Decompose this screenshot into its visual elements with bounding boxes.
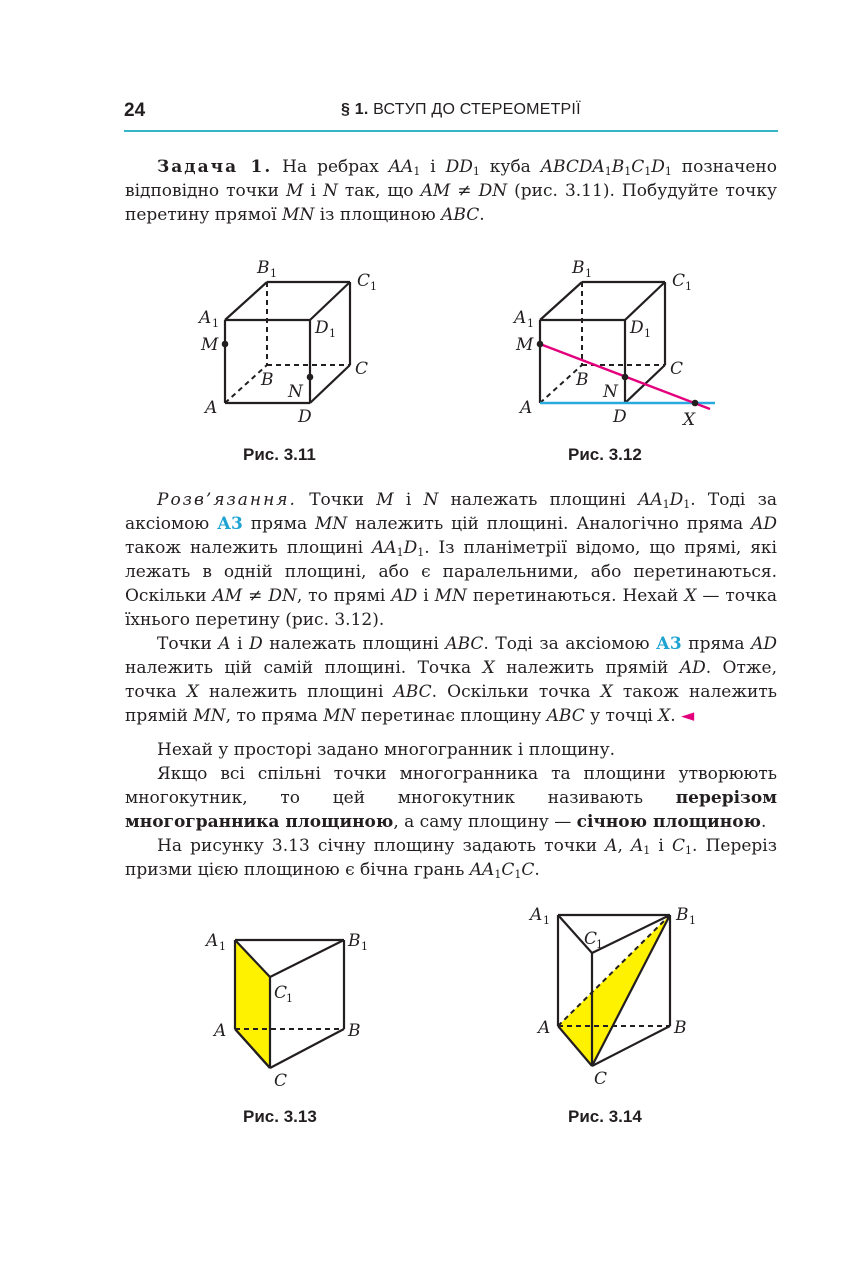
svg-text:M: M [516, 335, 534, 355]
svg-text:C: C [357, 271, 371, 291]
section-title: ВСТУП ДО СТЕРЕОМЕТРІЇ [373, 101, 581, 118]
svg-text:B: B [572, 258, 585, 278]
running-title [341, 101, 581, 119]
svg-text:1: 1 [370, 280, 377, 293]
svg-text:A: A [520, 398, 533, 418]
svg-text:A: A [205, 398, 218, 418]
problem-statement: Задача 1. На ребрах $AA_1$ і $DD_1$ куба $ABCDA_1B_1C_1D_1$ позначено відповідно точки M і N так, що AM ≠ DN (рис. 3.11). Побудуйте точку перетину прямої MN із площиною ABC. [125, 157, 778, 225]
term-cutting-plane: січною площиною [576, 812, 761, 832]
page-number: 24 [124, 100, 146, 121]
svg-text:X: X [683, 410, 696, 430]
svg-text:A: A [206, 931, 219, 951]
svg-text:A: A [214, 1021, 227, 1041]
figure-3-14-caption: Рис. 3.14 [568, 1107, 642, 1126]
svg-text:D: D [613, 407, 627, 427]
svg-text:M: M [201, 335, 219, 355]
svg-text:D: D [298, 407, 312, 427]
svg-text:C: C [672, 271, 686, 291]
svg-text:A: A [199, 308, 212, 328]
svg-text:C: C [355, 359, 369, 379]
section-mark: § 1. [341, 101, 369, 118]
definition-text: Нехай у просторі задано многогранник і площину. Якщо всі спільні точки многогранника та площини утворюють многокутник, то цей многокутник називають перерізом многогранника площиною, а саму площину — січною площиною. На рисунку 3.13 січну площину задають точки A, $A_1$ і $C_1$. Переріз призми цією площиною є бічна грань $AA_1C_1C$. [125, 740, 777, 881]
svg-text:A: A [530, 905, 543, 925]
svg-text:B: B [348, 1021, 361, 1041]
figure-3-13-prism [200, 920, 390, 1095]
svg-text:C: C [594, 1069, 608, 1089]
figure-3-14-prism [530, 895, 720, 1090]
svg-text:1: 1 [685, 280, 692, 293]
svg-text:B: B [348, 931, 361, 951]
svg-text:C: C [584, 929, 598, 949]
svg-text:1: 1 [644, 327, 651, 340]
solution-label: Розв’язання. [157, 490, 297, 510]
axiom-link: А3 [217, 514, 243, 534]
svg-text:A: A [514, 308, 527, 328]
svg-text:1: 1 [596, 938, 603, 951]
svg-text:B: B [674, 1018, 687, 1038]
svg-text:A: A [538, 1018, 551, 1038]
page-header [124, 96, 778, 132]
end-of-solution-icon: ◄ [681, 706, 695, 726]
svg-text:1: 1 [527, 317, 534, 330]
term-section: перерізом многогранника площиною [125, 788, 777, 832]
svg-text:1: 1 [689, 914, 696, 927]
svg-text:B: B [676, 905, 689, 925]
svg-text:1: 1 [361, 940, 368, 953]
svg-text:C: C [670, 359, 684, 379]
figure-3-13-caption: Рис. 3.13 [243, 1107, 317, 1126]
svg-text:1: 1 [329, 327, 336, 340]
problem-label: Задача 1. [157, 157, 273, 177]
axiom-link: А3 [656, 634, 682, 654]
svg-text:B: B [257, 258, 270, 278]
svg-text:C: C [274, 1071, 288, 1091]
figure-3-11-cube [195, 255, 385, 430]
svg-text:1: 1 [543, 914, 550, 927]
svg-text:D: D [315, 318, 329, 338]
svg-text:1: 1 [286, 992, 293, 1005]
figure-3-11-caption: Рис. 3.11 [243, 445, 316, 464]
svg-text:1: 1 [212, 317, 219, 330]
svg-text:D: D [630, 318, 644, 338]
svg-text:B: B [576, 370, 589, 390]
svg-text:1: 1 [219, 940, 226, 953]
svg-text:1: 1 [270, 267, 277, 280]
svg-text:C: C [274, 983, 288, 1003]
svg-text:N: N [603, 382, 618, 402]
svg-text:N: N [288, 382, 303, 402]
solution-text: Розв’язання. Точки M і N належать площині $AA_1D_1$. Тоді за аксіомою А3 пряма MN належить цій площині. Аналогічно пряма AD також належить площині $AA_1D_1$. Із планіметрії відомо, що прямі, які лежать в одній площині, або є паралельними, або перетинаються. Оскільки AM ≠ DN, то прямі AD і MN перетинаються. Нехай X — точка їхнього перетину (рис. 3.12). Точки A і D належать площині ABC. Тоді за аксіомою А3 пряма AD належить цій самій площині. Точка X належить прямій AD. Отже, точка X належить площині ABC. Оскільки точка X також належить прямій MN, то пряма MN перетинає площину ABC у точці X. ◄ [125, 490, 777, 726]
figure-3-12-caption: Рис. 3.12 [568, 445, 642, 464]
figure-3-12-cube [510, 255, 730, 435]
svg-text:B: B [261, 370, 274, 390]
svg-text:1: 1 [585, 267, 592, 280]
